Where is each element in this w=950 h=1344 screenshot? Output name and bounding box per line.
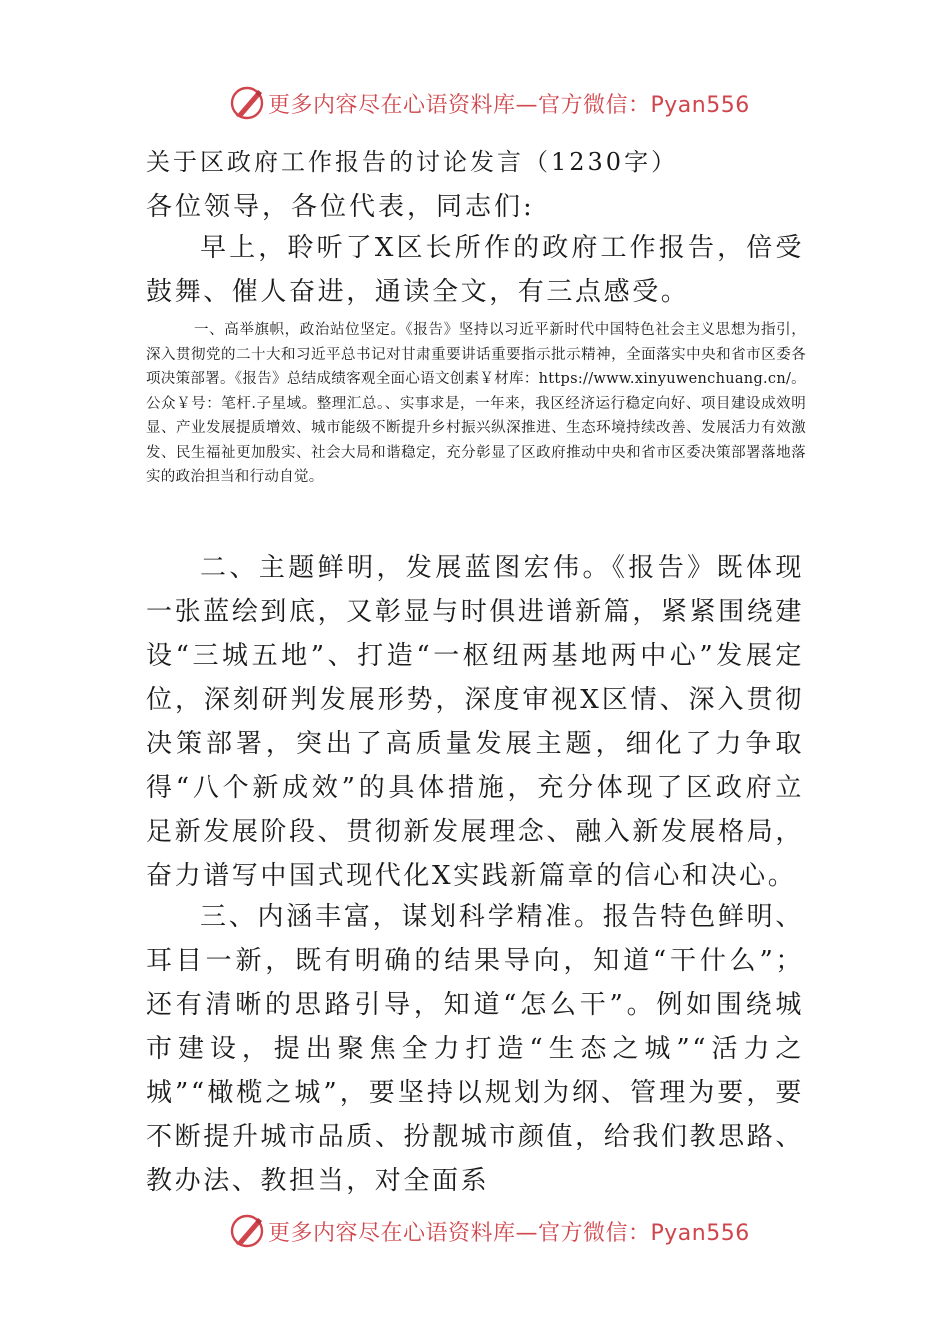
document-title: 关于区政府工作报告的讨论发言（1230字） bbox=[146, 148, 679, 176]
intro-paragraph: 早上，聆听了X区长所作的政府工作报告，倍受鼓舞、催人奋进，通读全文，有三点感受。 bbox=[146, 233, 804, 307]
greeting: 各位领导，各位代表，同志们: bbox=[146, 192, 535, 222]
pen-logo-icon bbox=[228, 1212, 266, 1250]
footer-banner bbox=[0, 1208, 950, 1254]
paragraph-two: 二、主题鲜明，发展蓝图宏伟。《报告》既体现一张蓝绘到底，又彰显与时俱进谱新篇，紧紧围绕建设“三城五地”、打造“一枢纽两基地两中心”发展定位，深刻研判发展形势，深度审视X区情、深入贯彻决策部署，突出了高质量发展主题，细化了力争取得“八个新成效”的具体措施，充分体现了区政府立足新发展阶段、贯彻新发展理念、融入新发展格局，奋力谱写中国式现代化X实践新篇章的信心和决心。 bbox=[146, 553, 804, 891]
header-banner bbox=[0, 80, 950, 126]
paragraph-three: 三、内涵丰富，谋划科学精准。报告特色鲜明、耳目一新，既有明确的结果导向，知道“干什么”；还有清晰的思路引导，知道“怎么干”。例如围绕城市建设，提出聚焦全力打造“生态之城”“活力之城”“橄榄之城”，要坚持以规划为纲、管理为要，要不断提升城市品质、扮靓城市颜值，给我们教思路、教办法、教担当，对全面系 bbox=[146, 902, 804, 1196]
footer-banner-text: 更多内容尽在心语资料库—官方微信：Pyan556 bbox=[268, 1221, 750, 1246]
pen-logo-icon bbox=[228, 84, 266, 122]
header-banner-text: 更多内容尽在心语资料库—官方微信：Pyan556 bbox=[268, 93, 750, 118]
paragraph-one: 一、高举旗帜，政治站位坚定。《报告》坚持以习近平新时代中国特色社会主义思想为指引，深入贯彻党的二十大和习近平总书记对甘肃重要讲话重要指示批示精神，全面落实中央和省市区委各项决策部署。《报告》总结成绩客观全面心语文创素￥材库：https://www.xinyuwenchuang.cn/。公众￥号：笔杆.子星域。整理汇总。、实事求是，一年来，我区经济运行稳定向好、项目建设成效明显、产业发展提质增效、城市能级不断提升乡村振兴纵深推进、生态环境持续改善、发展活力有效激发、民生福祉更加殷实、社会大局和谐稳定，充分彰显了区政府推动中央和省市区委决策部署落地落实的政治担当和行动自觉。 bbox=[146, 322, 806, 485]
